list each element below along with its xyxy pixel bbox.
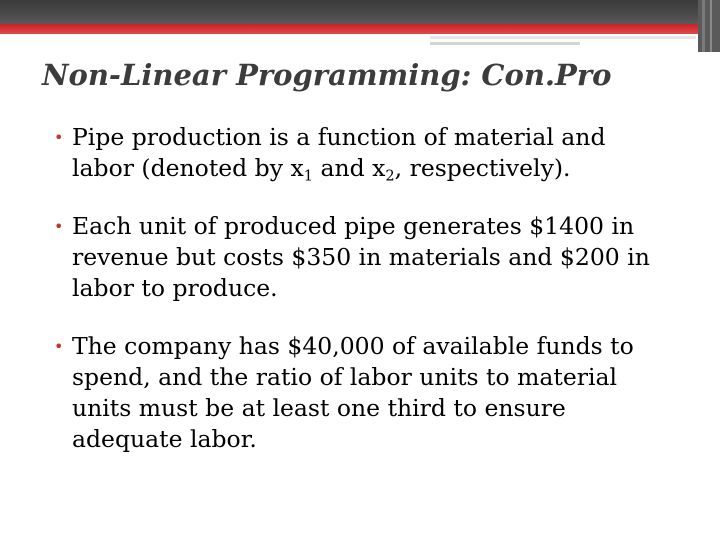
bullet-text-segment: and x <box>313 154 386 182</box>
header-band <box>0 0 720 24</box>
subscript: 2 <box>385 167 395 185</box>
subscript: 1 <box>303 167 313 185</box>
bullet-text-segment: Pipe production is a function of material and labor (denoted by x <box>72 123 606 182</box>
decor-bar-long <box>430 36 696 39</box>
bullet-item <box>54 211 674 304</box>
corner-decoration <box>698 0 720 52</box>
bullet-icon: • <box>54 217 64 236</box>
bullet-text <box>72 123 606 185</box>
bullet-item <box>54 122 674 184</box>
bullet-icon: • <box>54 337 64 356</box>
bullet-text: The company has $40,000 of available funds to spend, and the ratio of labor units to material units must be at least one third to ensure adequate labor. <box>72 332 634 453</box>
bullet-text-segment: , respectively). <box>394 154 571 182</box>
bullet-item <box>54 331 674 455</box>
title-underline-decoration <box>430 36 696 48</box>
bullet-icon: • <box>54 128 64 147</box>
bullet-text: Each unit of produced pipe generates $1400 in revenue but costs $350 in materials and $200 in labor to produce. <box>72 212 650 302</box>
accent-strip <box>0 24 720 34</box>
bullet-list <box>54 122 674 482</box>
slide-title: Non-Linear Programming: Con.Pro <box>42 58 612 92</box>
decor-bar-short <box>430 42 580 45</box>
